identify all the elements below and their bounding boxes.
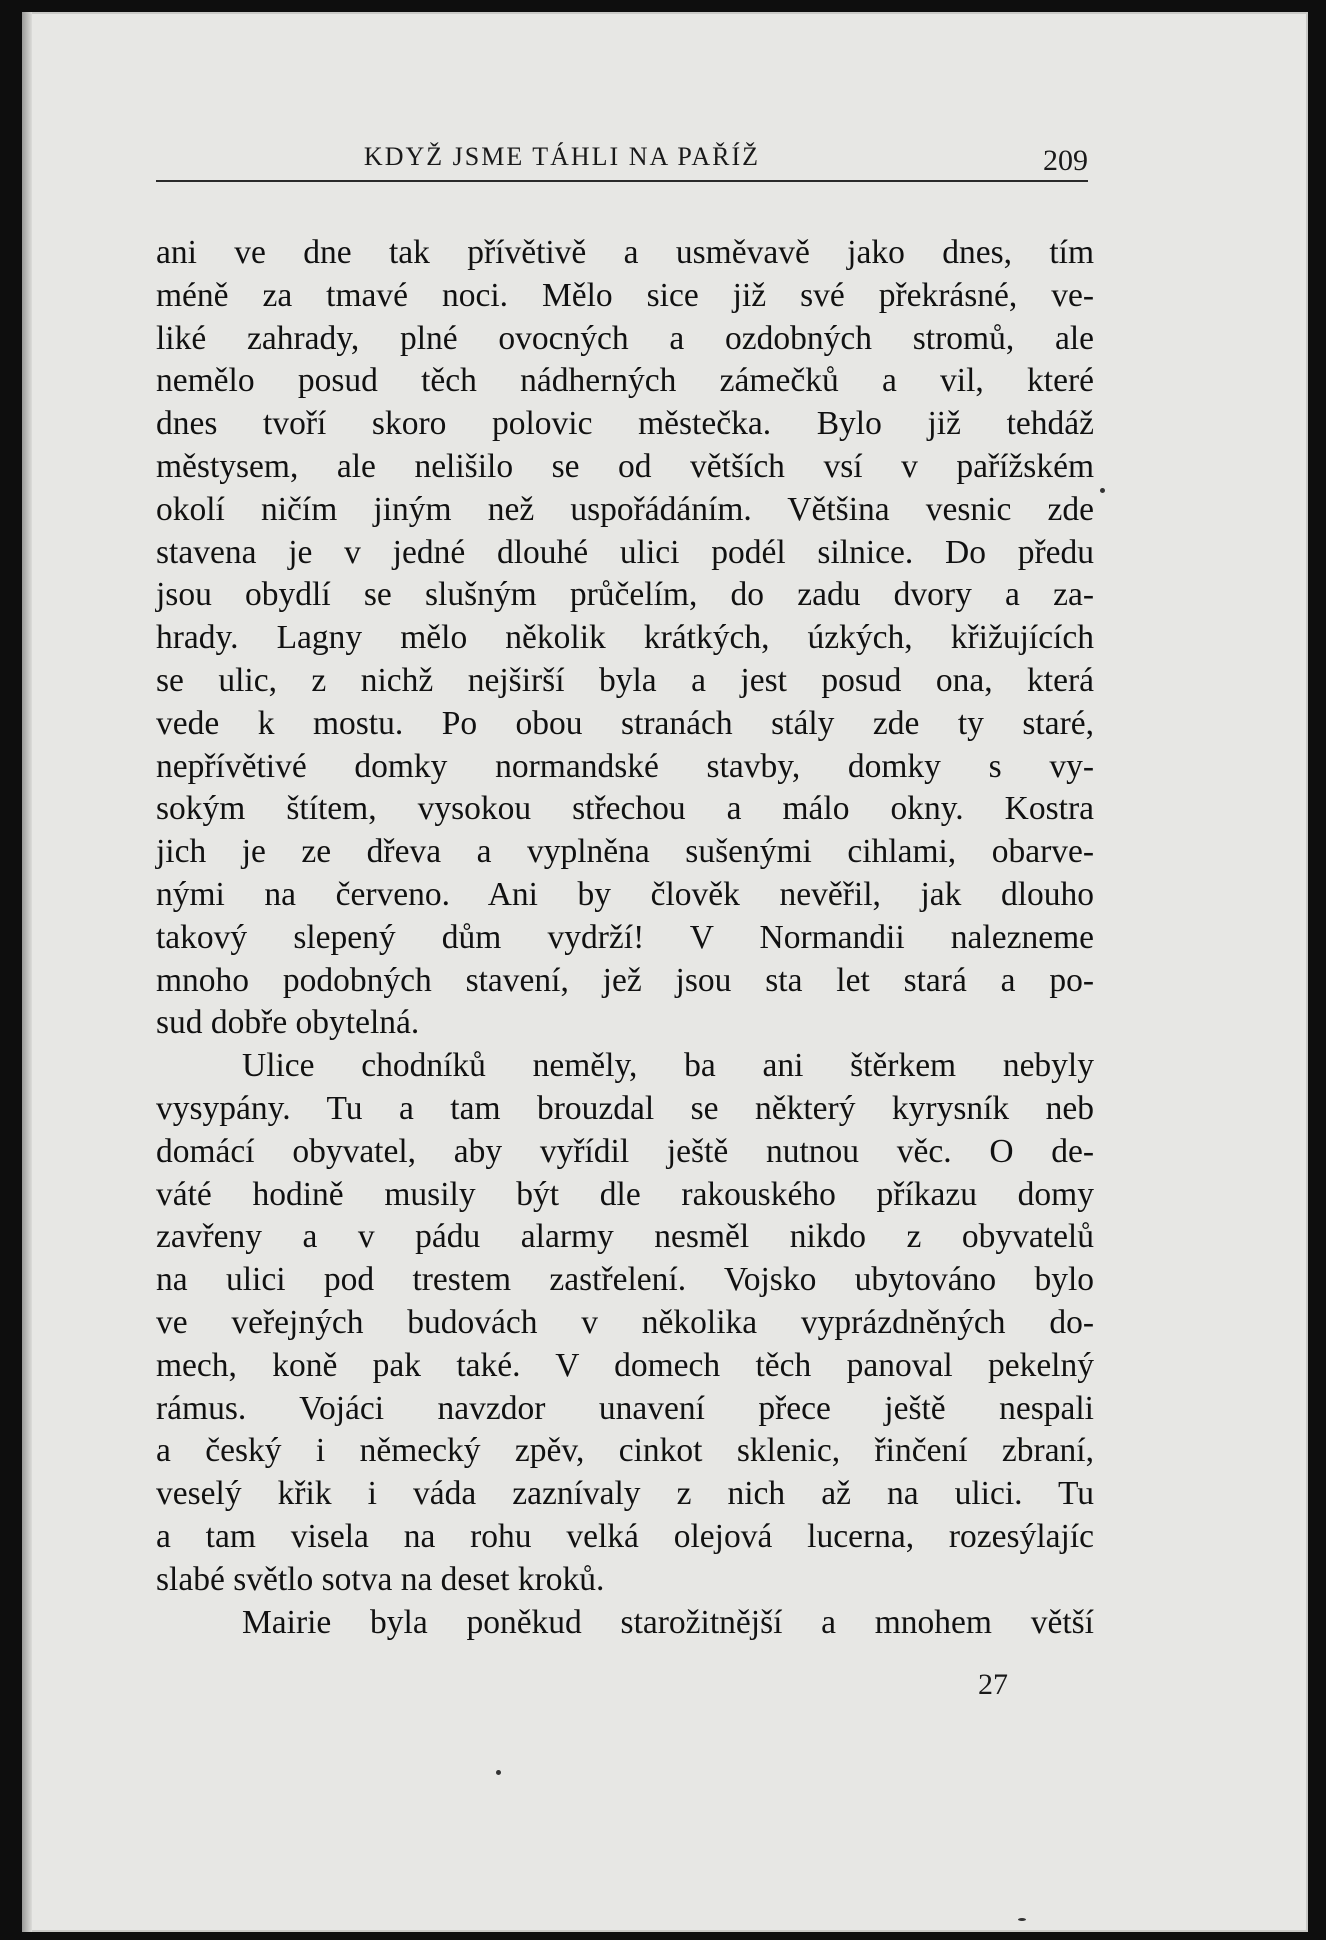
text-line: takový slepený dům vydrží! V Normandii nalezneme	[156, 918, 1094, 956]
ink-speck	[496, 1770, 501, 1775]
paragraph-start-line: Ulice chodníků neměly, ba ani štěrkem nebyly	[242, 1047, 1094, 1085]
text-line: nepřívětivé domky normandské stavby, domky s vy-	[156, 747, 1094, 785]
header-rule	[156, 180, 1088, 182]
text-line: se ulic, z nichž nejširší byla a jest posud ona, která	[156, 661, 1094, 699]
text-line: dnes tvoří skoro polovic městečka. Bylo již tehdáž	[156, 405, 1094, 443]
text-line: mnoho podobných stavení, jež jsou sta let stará a po-	[156, 961, 1094, 999]
page-binding-edge	[22, 12, 32, 1932]
text-line: zavřeny a v pádu alarmy nesměl nikdo z obyvatelů	[156, 1218, 1094, 1256]
paragraph-end-line: sud dobře obytelná.	[156, 1004, 420, 1042]
text-line: vede k mostu. Po obou stranách stály zde ty staré,	[156, 704, 1094, 742]
signature-mark: 27	[978, 1668, 1008, 1701]
text-line: na ulici pod trestem zastřelení. Vojsko ubytováno bylo	[156, 1261, 1094, 1299]
ink-speck	[1100, 488, 1105, 493]
text-line: a tam visela na rohu velká olejová lucerna, rozesýlajíc	[156, 1517, 1094, 1555]
text-line: okolí ničím jiným než uspořádáním. Většina vesnic zde	[156, 490, 1094, 528]
paragraph-start-line: Mairie byla poněkud starožitnější a mnohem větší	[242, 1603, 1094, 1641]
text-line: hrady. Lagny mělo několik krátkých, úzkých, křižujících	[156, 619, 1094, 657]
page-header	[156, 132, 1088, 184]
body-text	[156, 232, 1094, 1644]
text-line: mech, koně pak také. V domech těch panoval pekelný	[156, 1346, 1094, 1384]
page-number: 209	[1043, 144, 1088, 177]
text-line: méně za tmavé noci. Mělo sice již své překrásné, ve-	[156, 276, 1094, 314]
ink-speck	[1018, 1918, 1026, 1921]
text-line: ve veřejných budovách v několika vyprázdněných do-	[156, 1303, 1094, 1341]
text-line: jich je ze dřeva a vyplněna sušenými cihlami, obarve-	[156, 833, 1094, 871]
text-line: a český i německý zpěv, cinkot sklenic, řinčení zbraní,	[156, 1432, 1094, 1470]
text-line: domácí obyvatel, aby vyřídil ještě nutnou věc. O de-	[156, 1132, 1094, 1170]
text-line: váté hodině musily být dle rakouského příkazu domy	[156, 1175, 1094, 1213]
text-line: sokým štítem, vysokou střechou a málo okny. Kostra	[156, 790, 1094, 828]
text-line: liké zahrady, plné ovocných a ozdobných stromů, ale	[156, 319, 1094, 357]
text-line: rámus. Vojáci navzdor unavení přece ještě nespali	[156, 1389, 1094, 1427]
text-line: jsou obydlí se slušným průčelím, do zadu dvory a za-	[156, 576, 1094, 614]
text-line: nými na červeno. Ani by člověk nevěřil, jak dlouho	[156, 875, 1094, 913]
text-line: vysypány. Tu a tam brouzdal se některý kyrysník neb	[156, 1089, 1094, 1127]
text-line: stavena je v jedné dlouhé ulici podél silnice. Do předu	[156, 533, 1094, 571]
text-line: veselý křik i váda zaznívaly z nich až na ulici. Tu	[156, 1475, 1094, 1513]
running-head: KDYŽ JSME TÁHLI NA PAŘÍŽ	[363, 142, 761, 171]
paragraph-end-line: slabé světlo sotva na deset kroků.	[156, 1560, 605, 1598]
text-line: nemělo posud těch nádherných zámečků a vil, které	[156, 362, 1094, 400]
text-line: ani ve dne tak přívětivě a usměvavě jako dnes, tím	[156, 234, 1094, 271]
text-line: městysem, ale nelišilo se od větších vsí v pařížském	[156, 447, 1094, 485]
